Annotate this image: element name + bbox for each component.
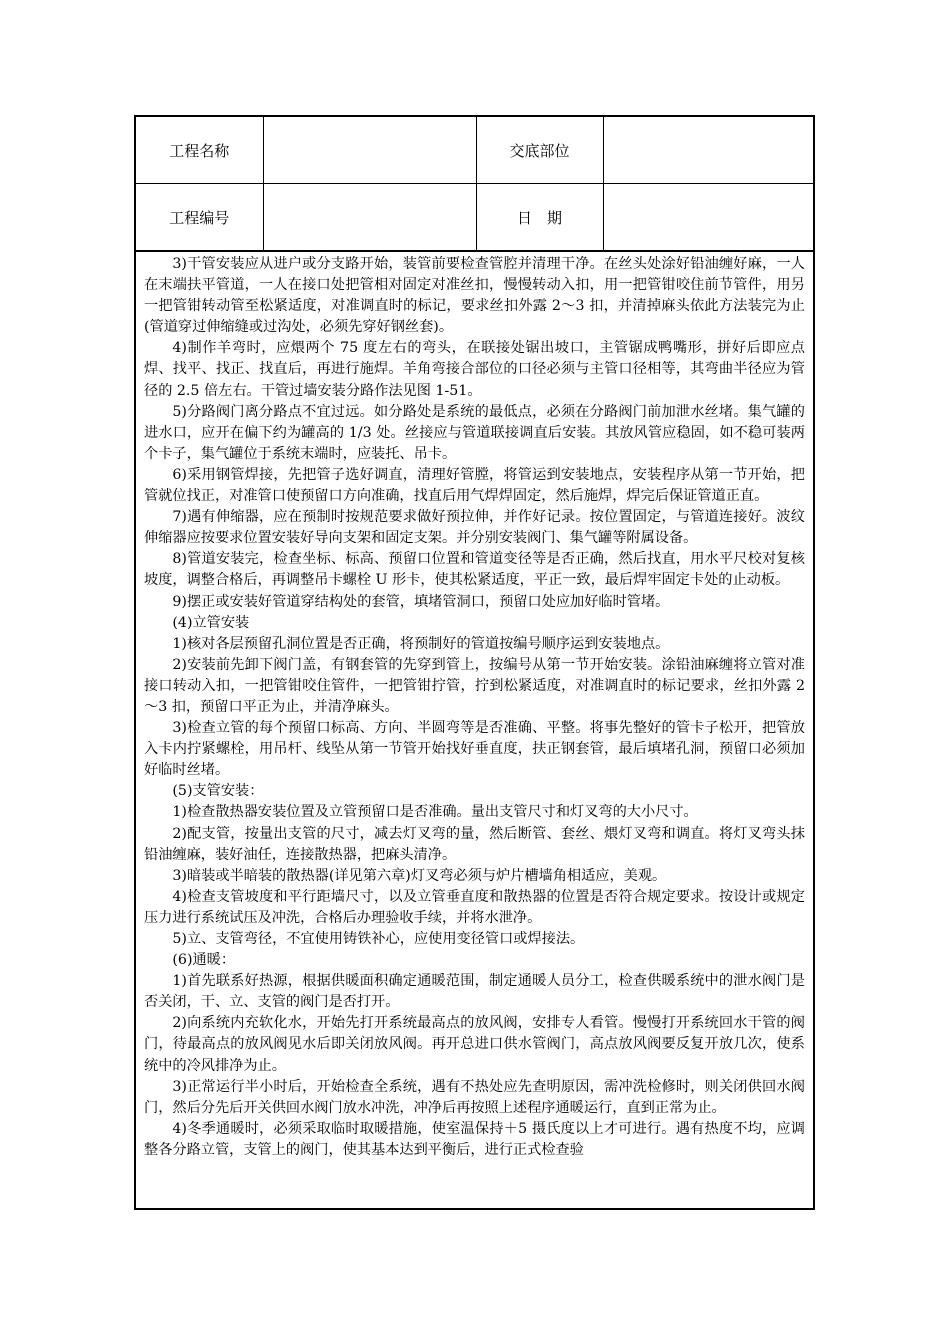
disclosure-part-value <box>603 117 813 184</box>
section-heading: (4)立管安装 <box>172 614 250 631</box>
paragraph: 5)分路阀门离分路点不宜过远。如分路处是系统的最低点，必须在分路阀门前加泄水丝堵。集气罐的进水口，应开在偏下约为罐高的 1/3 处。丝接应与管道联接调直后安装。其放风管应稳固，如不稳可装两个卡子，集气罐位于系统末端时，应装托、吊卡。 <box>144 403 805 462</box>
project-number-value <box>263 184 476 251</box>
paragraph: 6)采用钢管焊接，先把管子选好调直，清理好管膛，将管运到安装地点，安装程序从第一节开始，把管就位找正，对准管口使预留口方向准确，找直后用气焊焊固定，然后施焊，焊完后保证管道正直。 <box>144 466 805 505</box>
paragraph: 3)暗装或半暗装的散热器(详见第六章)灯叉弯必须与炉片槽墙角相适应，美观。 <box>172 867 667 884</box>
paragraph: 1)首先联系好热源，根据供暖面积确定通暖范围，制定通暖人员分工，检查供暖系统中的泄水阀门是否关闭，干、立、支管的阀门是否打开。 <box>144 973 805 1011</box>
paragraph: 4)检查支管坡度和平行距墙尺寸，以及立管垂直度和散热器的位置是否符合规定要求。按设计或规定压力进行系统试压及冲洗，合格后办理验收手续，并将水泄净。 <box>144 888 805 926</box>
section-heading: (6)通暖： <box>172 952 236 969</box>
paragraph: 1)检查散热器安装位置及立管预留口是否准确。量出支管尺寸和灯叉弯的大小尺寸。 <box>172 804 698 821</box>
disclosure-content <box>136 251 813 1208</box>
paragraph: 3)干管安装应从进户或分支路开始，装管前要检查管腔并清理干净。在丝头处涂好铅油缠好麻，一人在末端扶平管道，一人在接口处把管相对固定对准丝扣，慢慢转动入扣，用一把管钳咬住前节管件，用另一把管钳转动管至松紧适度，对准调直时的标记，要求丝扣外露 2～3 扣，并清掉麻头依此方法装完为止(管道穿过伸缩缝或过沟处，必须先穿好钢丝套)。 <box>144 256 805 336</box>
paragraph: 1)核对各层预留孔洞位置是否正确，将预制好的管道按编号顺序运到安装地点。 <box>172 635 670 652</box>
paragraph: 7)遇有伸缩器，应在预制时按规范要求做好预拉伸，并作好记录。按位置固定，与管道连接好。波纹伸缩器应按要求位置安装好导向支架和固定支架。并分别安装阀门、集气罐等附属设备。 <box>144 509 805 547</box>
date-value <box>603 184 813 251</box>
section-heading: (5)支管安装： <box>172 783 264 800</box>
disclosure-part-label: 交底部位 <box>476 117 603 184</box>
header-row-1 <box>136 117 813 184</box>
paragraph: 4)冬季通暖时，必须采取临时取暖措施，使室温保持＋5 摄氏度以上才可进行。遇有热度不均，应调整各分路立管，支管上的阀门，使其基本达到平衡后，进行正式检查验 <box>144 1120 805 1158</box>
project-number-label: 工程编号 <box>136 184 263 251</box>
project-name-label: 工程名称 <box>136 117 263 184</box>
paragraph: 2)安装前先卸下阀门盖，有钢套管的先穿到管上，按编号从第一节开始安装。涂铅油麻缠将立管对准接口转动入扣，一把管钳咬住管件，一把管钳拧管，拧到松紧适度，对准调直时的标记要求，丝扣外露 2～3 扣，预留口平正为止，并清净麻头。 <box>144 656 805 715</box>
header-table <box>136 117 813 251</box>
project-name-value <box>263 117 476 184</box>
paragraph: 2)向系统内充软化水，开始先打开系统最高点的放风阀，安排专人看管。慢慢打开系统回水干管的阀门，待最高点的放风阀见水后即关闭放风阀。再开总进口供水管阀门，高点放风阀要反复开放几次，使系统中的冷风排净为止。 <box>144 1015 805 1074</box>
paragraph: 5)立、支管弯径，不宜使用铸铁补心，应使用变径管口或焊接法。 <box>172 931 585 947</box>
paragraph: 9)摆正或安装好管道穿结构处的套管，填堵管洞口，预留口处应加好临时管堵。 <box>172 593 670 610</box>
header-row-2 <box>136 184 813 251</box>
paragraph: 3)检查立管的每个预留口标高、方向、半圆弯等是否准确、平整。将事先整好的管卡子松开，把管放入卡内拧紧螺栓，用吊杆、线坠从第一节管开始找好垂直度，扶正钢套管，最后填堵孔洞，预留口必须加好临时丝堵。 <box>144 720 805 779</box>
disclosure-sheet <box>134 115 815 1210</box>
paragraph: 4)制作羊弯时，应煨两个 75 度左右的弯头，在联接处锯出坡口，主管锯成鸭嘴形，拼好后即应点焊、找平、找正、找直后，再进行施焊。羊角弯接合部位的口径必须与主管口径相等，其弯曲半径应为管径的 2.5 倍左右。干管过墙安装分路作法见图 1-51。 <box>144 340 805 399</box>
paragraph: 8)管道安装完，检查坐标、标高、预留口位置和管道变径等是否正确，然后找直，用水平尺校对复核坡度，调整合格后，再调整吊卡螺栓 U 形卡，使其松紧适度，平正一致，最后焊牢固定卡处的止动板。 <box>144 551 805 589</box>
paragraph: 3)正常运行半小时后，开始检查全系统，遇有不热处应先查明原因，需冲洗检修时，则关闭供回水阀门，然后分先后开关供回水阀门放水冲洗，冲净后再按照上述程序通暖运行，直到正常为止。 <box>144 1078 805 1116</box>
date-label: 日 期 <box>476 184 603 251</box>
paragraph: 2)配支管，按量出支管的尺寸，减去灯叉弯的量，然后断管、套丝、煨灯叉弯和调直。将灯叉弯头抹铅油缠麻，装好油任，连接散热器，把麻头清净。 <box>144 825 805 863</box>
